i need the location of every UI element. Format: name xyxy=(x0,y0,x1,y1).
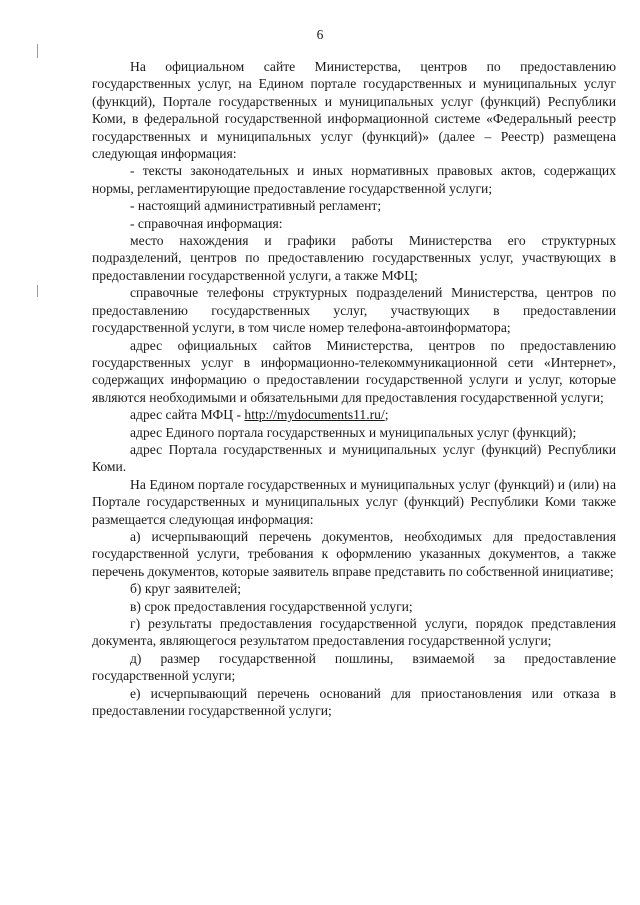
page-number: 6 xyxy=(316,27,324,42)
mfc-site-prefix: адрес сайта МФЦ - xyxy=(130,407,245,423)
list-item-reference-info: - справочная информация: xyxy=(130,215,283,231)
paragraph-komi-portal: адрес Портала государственных и муниципальных услуг (функций) Республики Коми. xyxy=(92,441,616,475)
list-item-b: б) круг заявителей; xyxy=(130,581,242,597)
list-item-legal-texts: - тексты законодательных и иных нормативных правовых актов, содержащих нормы, регламентирующие предоставление государственной услуги; xyxy=(92,163,616,196)
list-item-a: а) исчерпывающий перечень документов, необходимых для предоставления государственной услуги, требования к оформлению указанных документов, а также перечень документов, которые заявитель вправе представить по собственной инициативе; xyxy=(92,528,616,579)
margin-mark xyxy=(37,285,38,297)
list-item-v: в) срок предоставления государственной услуги; xyxy=(130,598,413,614)
document-body xyxy=(92,58,616,719)
paragraph-portal-info: На Едином портале государственных и муниципальных услуг (функций) и (или) на Портале государственных и муниципальных услуг (функций) Республики Коми также размещается следующая информация: xyxy=(92,476,616,527)
paragraph-intro: На официальном сайте Министерства, центров по предоставлению государственных услуг, на Едином портале государственных и муниципальных услуг (функций), Портале государственных и муниципальных услуг (функций) Республики Коми, в федеральной государственной информационной системе «Федеральный реестр государственных и муниципальных услуг (функций)» (далее – Реестр) размещена следующая информация: xyxy=(92,59,616,162)
list-item-e: е) исчерпывающий перечень оснований для приостановления или отказа в предоставлении государственной услуги; xyxy=(92,685,616,719)
mfc-site-link[interactable]: http://mydocuments11.ru/ xyxy=(244,407,385,423)
list-item-d: д) размер государственной пошлины, взимаемой за предоставление государственной услуги; xyxy=(92,650,616,684)
list-item-regulation: - настоящий административный регламент; xyxy=(130,198,382,214)
paragraph-unified-portal: адрес Единого портала государственных и муниципальных услуг (функций); xyxy=(130,424,577,440)
mfc-site-suffix: ; xyxy=(384,407,389,423)
paragraph-phones: справочные телефоны структурных подразделений Министерства, центров по предоставлению государственных услуг, участвующих в предоставлении государственной услуги, в том числе номер телефона-автоинформатора; xyxy=(92,285,616,336)
list-item-g: г) результаты предоставления государственной услуги, порядок представления документа, являющегося результатом предоставления государственной услуги; xyxy=(92,616,616,649)
margin-mark xyxy=(37,44,38,58)
paragraph-official-sites: адрес официальных сайтов Министерства, центров по предоставлению государственных услуг в информационно-телекоммуникационной сети «Интернет», содержащих информацию о предоставлении государственной услуги и услуг, которые являются необходимыми и обязательными для предоставления государственной услуги; xyxy=(92,337,616,405)
paragraph-mfc-site xyxy=(92,406,616,423)
paragraph-locations: место нахождения и графики работы Министерства его структурных подразделений, центров по предоставлению государственных услуг, участвующих в предоставлении государственной услуги, а также МФЦ; xyxy=(92,233,616,283)
